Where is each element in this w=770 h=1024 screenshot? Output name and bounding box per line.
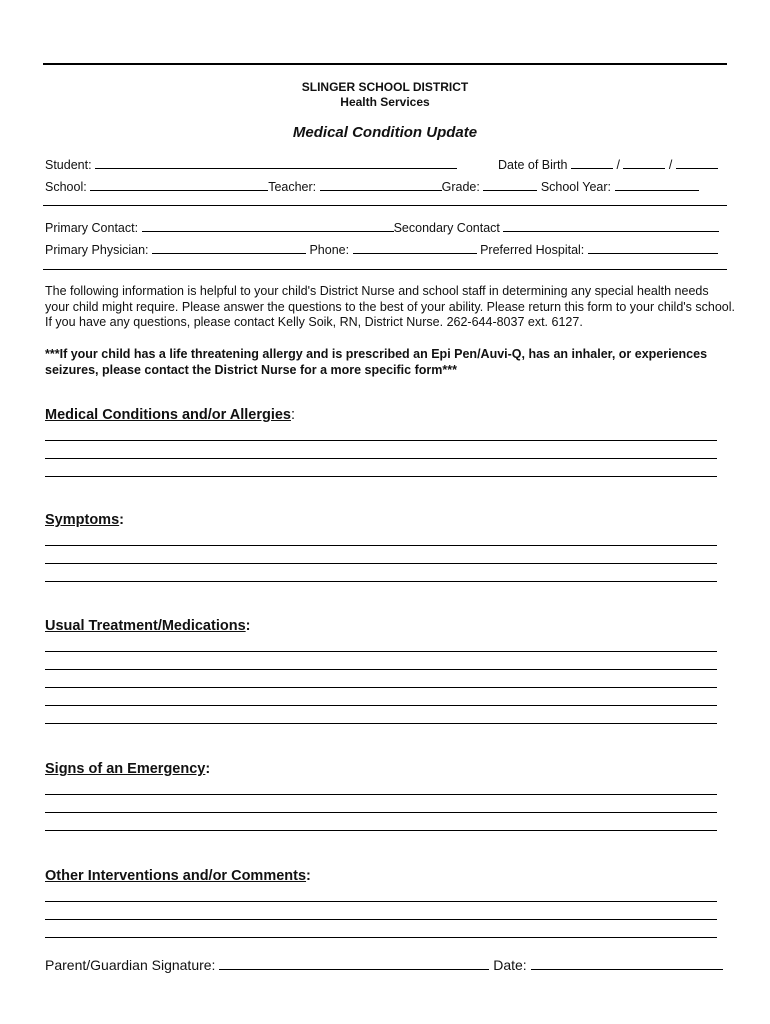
- section-interventions-heading: Other Interventions and/or Comments:: [45, 868, 311, 884]
- interventions-line-3[interactable]: [45, 937, 717, 938]
- symptoms-line-1[interactable]: [45, 545, 717, 546]
- dob-field[interactable]: [498, 156, 718, 173]
- school-year-label: School Year:: [540, 180, 612, 194]
- dob-sep-1: /: [616, 158, 620, 172]
- dob-year-line[interactable]: [676, 156, 718, 169]
- student-field[interactable]: [45, 156, 457, 173]
- grade-label: Grade:: [441, 180, 480, 194]
- interventions-line-1[interactable]: [45, 901, 717, 902]
- treatment-line-2[interactable]: [45, 669, 717, 670]
- physician-label: Primary Physician:: [45, 243, 149, 257]
- teacher-label: Teacher:: [268, 180, 317, 194]
- dob-month-line[interactable]: [571, 156, 613, 169]
- conditions-line-3[interactable]: [45, 476, 717, 477]
- dob-day-line[interactable]: [623, 156, 665, 169]
- emergency-line-1[interactable]: [45, 794, 717, 795]
- signature-label: Parent/Guardian Signature:: [45, 957, 216, 973]
- section-treatment-heading: Usual Treatment/Medications:: [45, 618, 251, 634]
- contact-row: [45, 219, 719, 236]
- student-label: Student:: [45, 158, 92, 172]
- signature-input-line[interactable]: [219, 957, 489, 970]
- allergy-warning: ***If your child has a life threatening allergy and is prescribed an Epi Pen/Auvi-Q, has an inhaler, or experiences seizures, please contact the District Nurse for a more specific form***: [45, 347, 708, 377]
- emergency-line-2[interactable]: [45, 812, 717, 813]
- school-input-line[interactable]: [90, 178, 268, 191]
- signature-date-input-line[interactable]: [531, 957, 723, 970]
- treatment-line-5[interactable]: [45, 723, 717, 724]
- form-title: Medical Condition Update: [292, 124, 478, 141]
- instructions-paragraph: The following information is helpful to your child's District Nurse and school staff in determining any special health needs your child might require. Please answer the questions to the best of your ability. Please return this form to your child's school. If you have any questions, please contact Kelly Soik, RN, District Nurse. 262-644-8037 ext. 6127.: [45, 284, 735, 329]
- hospital-label: Preferred Hospital:: [480, 243, 585, 257]
- district-name: SLINGER SCHOOL DISTRICT: [301, 80, 469, 94]
- divider-1: [43, 205, 727, 206]
- secondary-contact-input-line[interactable]: [503, 219, 719, 232]
- hospital-input-line[interactable]: [588, 241, 718, 254]
- treatment-line-3[interactable]: [45, 687, 717, 688]
- dob-label: Date of Birth: [498, 158, 568, 172]
- signature-row: [45, 957, 723, 973]
- primary-contact-label: Primary Contact:: [45, 221, 139, 235]
- teacher-input-line[interactable]: [320, 178, 442, 191]
- section-conditions-heading: Medical Conditions and/or Allergies:: [45, 407, 296, 423]
- grade-input-line[interactable]: [483, 178, 537, 191]
- symptoms-line-2[interactable]: [45, 563, 717, 564]
- conditions-line-1[interactable]: [45, 440, 717, 441]
- secondary-contact-label: Secondary Contact: [393, 221, 500, 235]
- symptoms-line-3[interactable]: [45, 581, 717, 582]
- physician-input-line[interactable]: [152, 241, 306, 254]
- interventions-line-2[interactable]: [45, 919, 717, 920]
- school-year-input-line[interactable]: [615, 178, 699, 191]
- school-row: [45, 178, 699, 195]
- section-symptoms-heading: Symptoms:: [45, 512, 124, 528]
- emergency-line-3[interactable]: [45, 830, 717, 831]
- phone-label: Phone:: [309, 243, 350, 257]
- treatment-line-1[interactable]: [45, 651, 717, 652]
- treatment-line-4[interactable]: [45, 705, 717, 706]
- top-rule: [43, 63, 727, 65]
- section-emergency-heading: Signs of an Emergency:: [45, 761, 211, 777]
- department-name: Health Services: [340, 95, 430, 109]
- conditions-line-2[interactable]: [45, 458, 717, 459]
- dob-sep-2: /: [668, 158, 673, 172]
- primary-contact-input-line[interactable]: [142, 219, 394, 232]
- school-label: School:: [45, 180, 87, 194]
- physician-row: [45, 241, 718, 258]
- divider-2: [43, 269, 727, 270]
- student-input-line[interactable]: [95, 156, 457, 169]
- signature-date-label: Date:: [493, 957, 527, 973]
- phone-input-line[interactable]: [353, 241, 477, 254]
